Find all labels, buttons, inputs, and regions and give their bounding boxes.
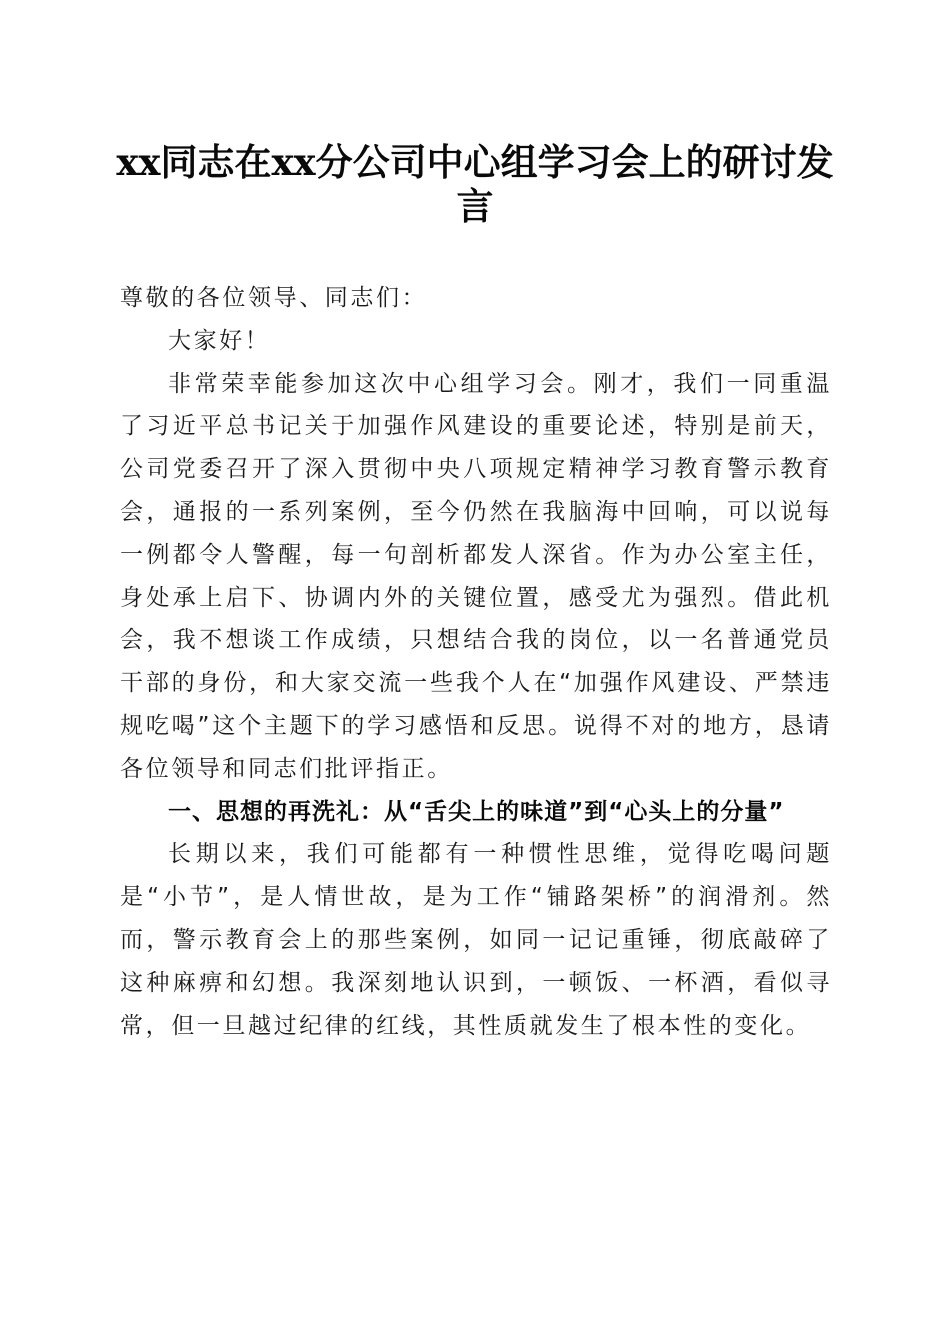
document-title: xx同志在xx分公司中心组学习会上的研讨发言 bbox=[116, 140, 834, 228]
intro-paragraph: 非常荣幸能参加这次中心组学习会。刚才，我们一同重温了习近平总书记关于加强作风建设的重要论述，特别是前天，公司党委召开了深入贯彻中央八项规定精神学习教育警示教育会，通报的一系列案例，至今仍然在我脑海中回响，可以说每一例都令人警醒，每一句剖析都发人深省。作为办公室主任，身处承上启下、协调内外的关键位置，感受尤为强烈。借此机会，我不想谈工作成绩，只想结合我的岗位，以一名普通党员干部的身份，和大家交流一些我个人在“加强作风建设、严禁违规吃喝”这个主题下的学习感悟和反思。说得不对的地方，恳请各位领导和同志们批评指正。 bbox=[120, 370, 832, 782]
greeting: 大家好！ bbox=[168, 327, 271, 354]
salutation: 尊敬的各位领导、同志们： bbox=[120, 285, 428, 311]
document-body bbox=[120, 277, 832, 1047]
section-1-paragraph: 长期以来，我们可能都有一种惯性思维，觉得吃喝问题是“小节”，是人情世故，是为工作“铺路架桥”的润滑剂。然而，警示教育会上的那些案例，如同一记记重锤，彻底敲碎了这种麻痹和幻想。我深刻地认识到，一顿饭、一杯酒，看似寻常，但一旦越过纪律的红线，其性质就发生了根本性的变化。 bbox=[120, 841, 832, 1039]
section-1-heading: 一、思想的再洗礼：从“舌尖上的味道”到“心头上的分量” bbox=[168, 798, 785, 825]
